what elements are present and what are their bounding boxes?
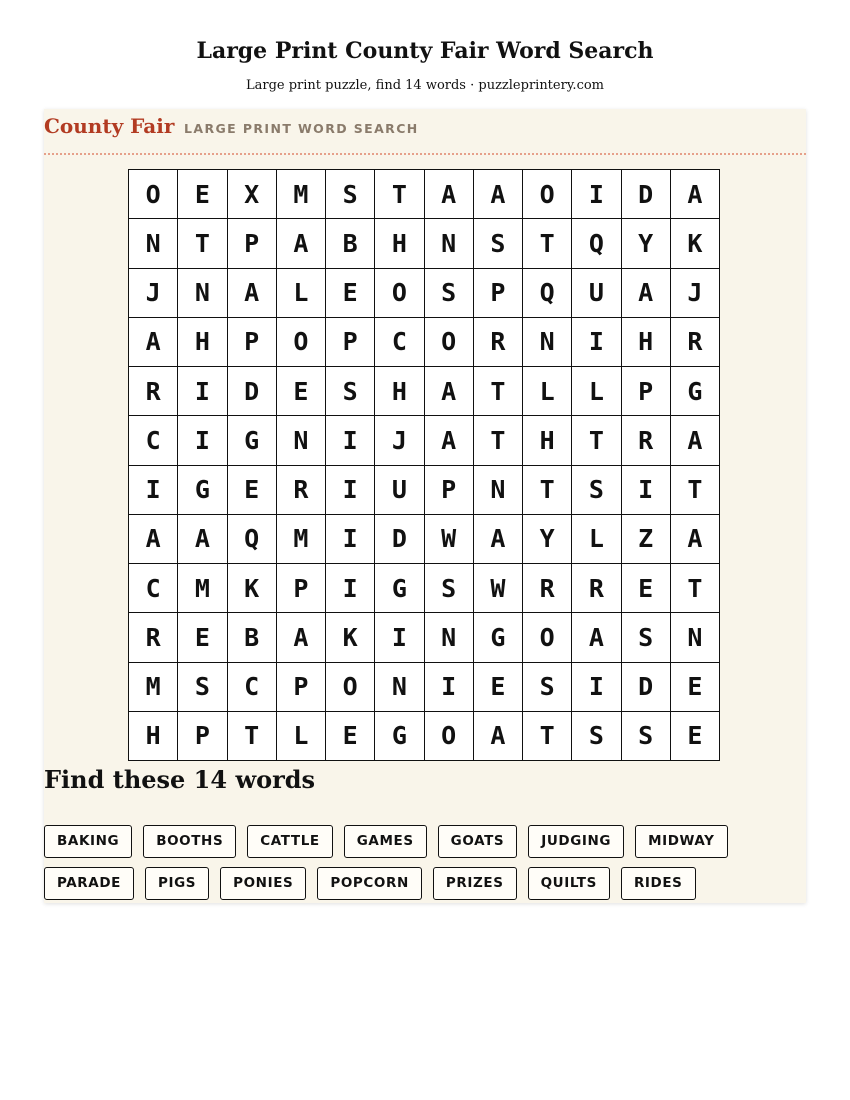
grid-cell[interactable]: R (572, 564, 621, 613)
word-chip-parade: PARADE (44, 867, 134, 900)
grid-cell[interactable]: A (228, 269, 277, 318)
grid-cell[interactable]: P (277, 564, 326, 613)
grid-cell[interactable]: W (474, 564, 523, 613)
grid-cell[interactable]: G (671, 367, 720, 416)
grid-cell[interactable]: A (572, 613, 621, 662)
grid-cell[interactable]: S (326, 367, 375, 416)
grid-cell[interactable]: A (425, 416, 474, 465)
grid-cell[interactable]: R (523, 564, 572, 613)
grid-cell[interactable]: I (178, 416, 227, 465)
grid-cell[interactable]: A (671, 515, 720, 564)
grid-cell[interactable]: Y (523, 515, 572, 564)
grid-cell[interactable]: R (277, 466, 326, 515)
word-list-title: Find these 14 words (44, 765, 316, 794)
grid-cell[interactable]: P (228, 318, 277, 367)
grid-cell[interactable]: Y (622, 219, 671, 268)
grid-cell[interactable]: L (572, 515, 621, 564)
puzzle-type-tag: LARGE PRINT WORD SEARCH (184, 121, 419, 136)
grid-cell[interactable]: O (326, 663, 375, 712)
grid-cell[interactable]: C (375, 318, 424, 367)
grid-cell[interactable]: T (671, 564, 720, 613)
grid-cell[interactable]: L (523, 367, 572, 416)
grid-cell[interactable]: K (228, 564, 277, 613)
grid-cell[interactable]: I (375, 613, 424, 662)
grid-cell[interactable]: S (326, 170, 375, 219)
grid-cell[interactable]: E (326, 269, 375, 318)
grid-cell[interactable]: A (622, 269, 671, 318)
grid-cell[interactable]: B (326, 219, 375, 268)
grid-cell[interactable]: B (228, 613, 277, 662)
grid-cell[interactable]: H (622, 318, 671, 367)
grid-cell[interactable]: S (474, 219, 523, 268)
word-chip-cattle: CATTLE (247, 825, 332, 858)
grid-cell[interactable]: D (375, 515, 424, 564)
grid-cell[interactable]: A (671, 416, 720, 465)
grid-cell[interactable]: M (277, 170, 326, 219)
grid-cell[interactable]: G (474, 613, 523, 662)
grid-cell[interactable]: S (572, 466, 621, 515)
grid-cell[interactable]: S (572, 712, 621, 761)
grid-cell[interactable]: X (228, 170, 277, 219)
grid-cell[interactable]: T (572, 416, 621, 465)
grid-cell[interactable]: S (622, 712, 671, 761)
grid-cell[interactable]: E (474, 663, 523, 712)
grid-cell[interactable]: G (375, 712, 424, 761)
grid-cell[interactable]: O (375, 269, 424, 318)
grid-cell[interactable]: E (326, 712, 375, 761)
grid-cell[interactable]: S (178, 663, 227, 712)
word-chip-popcorn: POPCORN (317, 867, 422, 900)
grid-cell[interactable]: R (129, 367, 178, 416)
grid-cell[interactable]: L (572, 367, 621, 416)
grid-cell[interactable]: A (671, 170, 720, 219)
grid-cell[interactable]: H (375, 367, 424, 416)
grid-cell[interactable]: P (228, 219, 277, 268)
grid-cell[interactable]: I (326, 416, 375, 465)
grid-cell[interactable]: E (277, 367, 326, 416)
grid-cell[interactable]: G (178, 466, 227, 515)
grid-cell[interactable]: S (523, 663, 572, 712)
page-title: Large Print County Fair Word Search (196, 38, 654, 64)
grid-cell[interactable]: I (572, 318, 621, 367)
grid-cell[interactable]: T (375, 170, 424, 219)
grid-cell[interactable]: K (671, 219, 720, 268)
grid-cell[interactable]: R (474, 318, 523, 367)
grid-cell[interactable]: M (277, 515, 326, 564)
word-list (44, 825, 764, 900)
grid-cell[interactable]: O (523, 613, 572, 662)
word-chip-baking: BAKING (44, 825, 132, 858)
grid-cell[interactable]: A (474, 712, 523, 761)
grid-cell[interactable]: R (622, 416, 671, 465)
grid-cell[interactable]: T (228, 712, 277, 761)
word-chip-judging: JUDGING (528, 825, 624, 858)
grid-cell[interactable]: A (129, 515, 178, 564)
grid-cell[interactable]: O (523, 170, 572, 219)
grid-cell[interactable]: I (326, 564, 375, 613)
letter-grid (128, 169, 720, 761)
word-chip-midway: MIDWAY (635, 825, 727, 858)
grid-cell[interactable]: Q (523, 269, 572, 318)
grid-cell[interactable]: A (474, 170, 523, 219)
grid-cell[interactable]: K (326, 613, 375, 662)
grid-cell[interactable]: P (425, 466, 474, 515)
grid-cell[interactable]: I (572, 663, 621, 712)
grid-cell[interactable]: D (228, 367, 277, 416)
grid-cell[interactable]: I (178, 367, 227, 416)
grid-cell[interactable]: W (425, 515, 474, 564)
grid-cell[interactable]: R (671, 318, 720, 367)
grid-cell[interactable]: U (375, 466, 424, 515)
grid-cell[interactable]: Z (622, 515, 671, 564)
grid-cell[interactable]: P (178, 712, 227, 761)
grid-cell[interactable]: N (671, 613, 720, 662)
grid-cell[interactable]: E (671, 663, 720, 712)
grid-cell[interactable]: G (375, 564, 424, 613)
grid-cell[interactable]: N (375, 663, 424, 712)
grid-cell[interactable]: H (178, 318, 227, 367)
grid-cell[interactable]: O (425, 712, 474, 761)
grid-cell[interactable]: N (129, 219, 178, 268)
word-chip-booths: BOOTHS (143, 825, 236, 858)
grid-cell[interactable]: D (622, 170, 671, 219)
grid-cell[interactable]: A (425, 367, 474, 416)
grid-cell[interactable]: R (129, 613, 178, 662)
card-header (44, 109, 806, 155)
grid-cell[interactable]: H (129, 712, 178, 761)
page-subtitle: Large print puzzle, find 14 words · puzzleprintery.com (245, 78, 605, 93)
grid-cell[interactable]: O (129, 170, 178, 219)
grid-cell[interactable]: L (277, 269, 326, 318)
grid-cell[interactable]: I (572, 170, 621, 219)
grid-cell[interactable]: I (425, 663, 474, 712)
grid-cell[interactable]: D (622, 663, 671, 712)
grid-cell[interactable]: Q (572, 219, 621, 268)
word-chip-ponies: PONIES (220, 867, 306, 900)
grid-cell[interactable]: M (129, 663, 178, 712)
grid-cell[interactable]: A (178, 515, 227, 564)
grid-cell[interactable]: N (178, 269, 227, 318)
word-chip-quilts: QUILTS (528, 867, 610, 900)
grid-cell[interactable]: T (474, 367, 523, 416)
word-chip-pigs: PIGS (145, 867, 209, 900)
grid-cell[interactable]: T (671, 466, 720, 515)
grid-cell[interactable]: S (425, 269, 474, 318)
grid-cell[interactable]: H (523, 416, 572, 465)
grid-cell[interactable]: O (425, 318, 474, 367)
grid-cell[interactable]: I (326, 515, 375, 564)
puzzle-card (44, 109, 806, 903)
grid-cell[interactable]: I (622, 466, 671, 515)
grid-cell[interactable]: P (622, 367, 671, 416)
grid-cell[interactable]: C (129, 564, 178, 613)
grid-cell[interactable]: N (425, 613, 474, 662)
grid-cell[interactable]: O (277, 318, 326, 367)
grid-cell[interactable]: E (178, 613, 227, 662)
word-chip-goats: GOATS (438, 825, 518, 858)
grid-cell[interactable]: P (474, 269, 523, 318)
grid-cell[interactable]: M (178, 564, 227, 613)
grid-cell[interactable]: G (228, 416, 277, 465)
grid-cell[interactable]: A (277, 219, 326, 268)
grid-cell[interactable]: J (671, 269, 720, 318)
grid-cell[interactable]: E (178, 170, 227, 219)
grid-cell[interactable]: P (326, 318, 375, 367)
brand-title: County Fair (44, 114, 175, 138)
grid-cell[interactable]: T (523, 466, 572, 515)
grid-cell[interactable]: N (474, 466, 523, 515)
grid-cell[interactable]: J (375, 416, 424, 465)
grid-cell[interactable]: A (474, 515, 523, 564)
grid-cell[interactable]: Q (228, 515, 277, 564)
word-chip-rides: RIDES (621, 867, 696, 900)
grid-cell[interactable]: T (178, 219, 227, 268)
grid-cell[interactable]: H (375, 219, 424, 268)
grid-cell[interactable]: A (129, 318, 178, 367)
grid-cell[interactable]: N (425, 219, 474, 268)
grid-cell[interactable]: A (277, 613, 326, 662)
grid-cell[interactable]: S (425, 564, 474, 613)
grid-cell[interactable]: J (129, 269, 178, 318)
grid-cell[interactable]: A (425, 170, 474, 219)
grid-cell[interactable]: L (277, 712, 326, 761)
grid-cell[interactable]: S (622, 613, 671, 662)
grid-cell[interactable]: P (277, 663, 326, 712)
grid-cell[interactable]: C (228, 663, 277, 712)
grid-cell[interactable]: C (129, 416, 178, 465)
grid-cell[interactable]: T (523, 712, 572, 761)
word-chip-games: GAMES (344, 825, 427, 858)
grid-cell[interactable]: T (474, 416, 523, 465)
grid-cell[interactable]: U (572, 269, 621, 318)
grid-cell[interactable]: I (326, 466, 375, 515)
grid-cell[interactable]: E (671, 712, 720, 761)
grid-cell[interactable]: E (228, 466, 277, 515)
grid-cell[interactable]: E (622, 564, 671, 613)
grid-cell[interactable]: I (129, 466, 178, 515)
grid-cell[interactable]: N (277, 416, 326, 465)
word-chip-prizes: PRIZES (433, 867, 517, 900)
grid-cell[interactable]: N (523, 318, 572, 367)
grid-cell[interactable]: T (523, 219, 572, 268)
